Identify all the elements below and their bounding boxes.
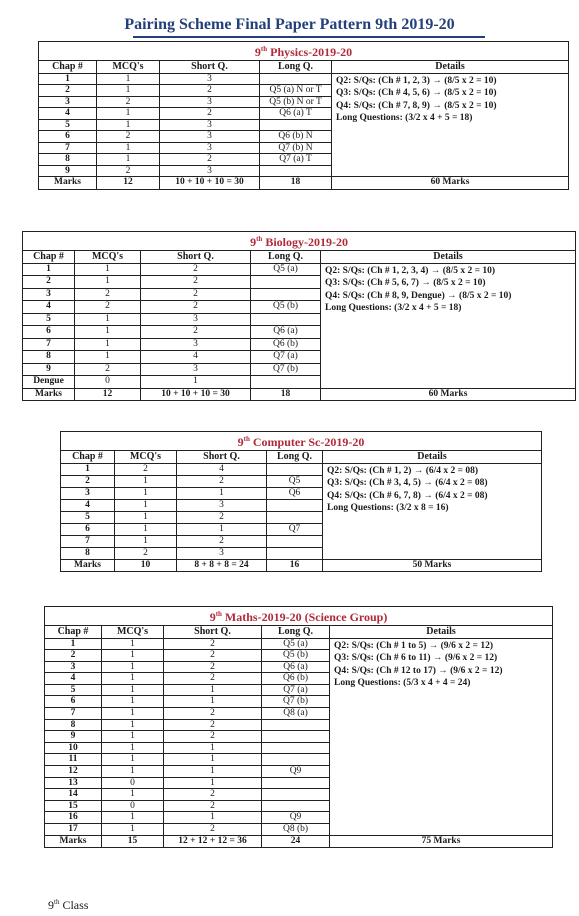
marks-cell: 10	[115, 559, 177, 572]
long-cell: Q5 (a)	[251, 263, 321, 276]
chap-cell: 11	[45, 754, 102, 766]
long-cell	[251, 313, 321, 326]
short-cell: 1	[177, 523, 267, 535]
mcq-cell: 1	[97, 154, 160, 166]
long-cell: Q6 (b)	[251, 338, 321, 351]
short-cell: 1	[164, 684, 262, 696]
long-cell	[262, 731, 330, 743]
chap-cell: 6	[61, 523, 115, 535]
long-cell	[260, 119, 332, 131]
long-cell	[262, 777, 330, 789]
mcq-cell: 1	[115, 499, 177, 511]
marks-cell: 75 Marks	[330, 835, 553, 848]
short-cell: 2	[164, 800, 262, 812]
table-row	[23, 263, 576, 276]
short-cell: 3	[177, 547, 267, 559]
long-cell: Q7 (a)	[251, 351, 321, 364]
long-cell: Q7	[267, 523, 323, 535]
long-cell: Q7 (b)	[251, 363, 321, 376]
mcq-cell: 1	[75, 276, 141, 289]
mcq-cell: 1	[115, 475, 177, 487]
long-cell	[251, 276, 321, 289]
mcq-cell: 1	[75, 313, 141, 326]
maths-caption: 9th Maths-2019-20 (Science Group)	[45, 607, 553, 626]
chap-cell: 9	[45, 731, 102, 743]
short-cell: 2	[164, 708, 262, 720]
mcq-cell: 2	[115, 547, 177, 559]
chap-cell: 16	[45, 812, 102, 824]
chap-cell: 4	[39, 108, 97, 120]
mcq-cell: 1	[75, 338, 141, 351]
chap-cell: 6	[23, 326, 75, 339]
header-chap: Chap #	[61, 451, 115, 464]
chap-cell: 3	[39, 96, 97, 108]
chap-cell: 3	[23, 288, 75, 301]
header-chap: Chap #	[39, 61, 97, 74]
marks-cell: Marks	[61, 559, 115, 572]
mcq-cell: 1	[75, 326, 141, 339]
chap-cell: 2	[61, 475, 115, 487]
short-cell: 2	[164, 638, 262, 650]
long-cell	[251, 376, 321, 389]
header-short: Short Q.	[177, 451, 267, 464]
long-cell: Q6	[267, 487, 323, 499]
mcq-cell: 2	[75, 301, 141, 314]
short-cell: 2	[160, 108, 260, 120]
short-cell: 1	[164, 812, 262, 824]
chap-cell: 4	[23, 301, 75, 314]
table-row	[61, 463, 542, 475]
short-cell: 3	[160, 119, 260, 131]
details-line: Long Questions: (3/2 x 4 + 5 = 18)	[325, 303, 462, 313]
long-cell: Q5 (a)	[262, 638, 330, 650]
marks-cell: 18	[260, 177, 332, 190]
table-row	[39, 73, 569, 85]
mcq-cell: 1	[102, 708, 164, 720]
chap-cell: 6	[45, 696, 102, 708]
mcq-cell: 1	[97, 73, 160, 85]
short-cell: 4	[177, 463, 267, 475]
long-cell: Q5	[267, 475, 323, 487]
long-cell: Q7 (a) T	[260, 154, 332, 166]
header-chap: Chap #	[23, 251, 75, 264]
marks-cell: Marks	[39, 177, 97, 190]
header-mcq: MCQ's	[115, 451, 177, 464]
short-cell: 2	[177, 535, 267, 547]
header-chap: Chap #	[45, 626, 102, 639]
header-short: Short Q.	[160, 61, 260, 74]
chap-cell: 12	[45, 766, 102, 778]
chap-cell: 13	[45, 777, 102, 789]
mcq-cell: 0	[102, 800, 164, 812]
biology-scheme-table	[22, 231, 575, 401]
long-cell	[267, 463, 323, 475]
marks-cell: 12 + 12 + 12 = 36	[164, 835, 262, 848]
long-cell: Q6 (b)	[262, 673, 330, 685]
mcq-cell: 1	[97, 142, 160, 154]
short-cell: 2	[164, 650, 262, 662]
mcq-cell: 2	[75, 288, 141, 301]
mcq-cell: 2	[115, 463, 177, 475]
short-cell: 3	[160, 165, 260, 177]
details-line: Q4: S/Qs: (Ch # 8, 9, Dengue) → (8/5 x 2 = 10)	[325, 290, 512, 301]
chap-cell: 7	[39, 142, 97, 154]
mcq-cell: 1	[102, 661, 164, 673]
short-cell: 1	[141, 376, 251, 389]
marks-row	[23, 388, 576, 401]
chap-cell: 1	[39, 73, 97, 85]
mcq-cell: 1	[102, 754, 164, 766]
details-line: Q4: S/Qs: (Ch # 12 to 17) → (9/6 x 2 = 12)	[334, 665, 503, 676]
marks-row	[45, 835, 553, 848]
chap-cell: 14	[45, 789, 102, 801]
mcq-cell: 1	[102, 742, 164, 754]
chap-cell: 2	[39, 85, 97, 97]
short-cell: 1	[164, 696, 262, 708]
marks-cell: 12	[75, 388, 141, 401]
header-long: Long Q.	[260, 61, 332, 74]
short-cell: 3	[141, 338, 251, 351]
mcq-cell: 1	[102, 731, 164, 743]
header-mcq: MCQ's	[75, 251, 141, 264]
mcq-cell: 1	[102, 684, 164, 696]
maths-details	[330, 638, 553, 835]
short-cell: 1	[164, 742, 262, 754]
chap-cell: 7	[61, 535, 115, 547]
header-details: Details	[321, 251, 576, 264]
mcq-cell: 1	[115, 535, 177, 547]
mcq-cell: 1	[115, 511, 177, 523]
chap-cell: 3	[45, 661, 102, 673]
mcq-cell: 1	[102, 824, 164, 836]
header-mcq: MCQ's	[97, 61, 160, 74]
chap-cell: 2	[23, 276, 75, 289]
chap-cell: 8	[23, 351, 75, 364]
details-line: Q3: S/Qs: (Ch # 4, 5, 6) → (8/5 x 2 = 10)	[336, 88, 497, 98]
short-cell: 2	[164, 719, 262, 731]
marks-row	[39, 177, 569, 190]
long-cell	[267, 499, 323, 511]
details-line: Long Questions: (5/3 x 4 + 4 = 24)	[334, 678, 471, 688]
chap-cell: 5	[61, 511, 115, 523]
long-cell	[262, 742, 330, 754]
mcq-cell: 2	[97, 96, 160, 108]
long-cell: Q7 (a)	[262, 684, 330, 696]
details-line: Q4: S/Qs: (Ch # 6, 7, 8) → (6/4 x 2 = 08)	[327, 490, 488, 501]
chap-cell: 8	[45, 719, 102, 731]
marks-cell: 12	[97, 177, 160, 190]
marks-cell: 24	[262, 835, 330, 848]
long-cell	[260, 73, 332, 85]
short-cell: 2	[164, 789, 262, 801]
long-cell: Q7 (b) N	[260, 142, 332, 154]
computer-scheme-table	[60, 431, 541, 572]
short-cell: 3	[160, 131, 260, 143]
mcq-cell: 1	[115, 523, 177, 535]
chap-cell: 17	[45, 824, 102, 836]
short-cell: 3	[160, 96, 260, 108]
short-cell: 4	[141, 351, 251, 364]
short-cell: 2	[160, 85, 260, 97]
long-cell: Q6 (b) N	[260, 131, 332, 143]
short-cell: 2	[141, 301, 251, 314]
long-cell: Q8 (b)	[262, 824, 330, 836]
mcq-cell: 2	[75, 363, 141, 376]
chap-cell: 1	[45, 638, 102, 650]
header-details: Details	[323, 451, 542, 464]
mcq-cell: 1	[97, 85, 160, 97]
long-cell: Q6 (a)	[262, 661, 330, 673]
short-cell: 2	[141, 326, 251, 339]
short-cell: 1	[164, 754, 262, 766]
long-cell: Q7 (b)	[262, 696, 330, 708]
marks-cell: 10 + 10 + 10 = 30	[141, 388, 251, 401]
marks-cell: 18	[251, 388, 321, 401]
long-cell: Q9	[262, 812, 330, 824]
short-cell: 2	[164, 661, 262, 673]
short-cell: 3	[141, 363, 251, 376]
short-cell: 1	[164, 777, 262, 789]
mcq-cell: 1	[75, 351, 141, 364]
marks-cell: 15	[102, 835, 164, 848]
header-short: Short Q.	[164, 626, 262, 639]
short-cell: 1	[164, 766, 262, 778]
long-cell: Q9	[262, 766, 330, 778]
chap-cell: 10	[45, 742, 102, 754]
short-cell: 2	[164, 673, 262, 685]
details-line: Long Questions: (3/2 x 4 + 5 = 18)	[336, 113, 473, 123]
chap-cell: 5	[23, 313, 75, 326]
header-mcq: MCQ's	[102, 626, 164, 639]
mcq-cell: 0	[102, 777, 164, 789]
physics-scheme-table	[38, 41, 568, 190]
computer-details	[323, 463, 542, 559]
mcq-cell: 1	[75, 263, 141, 276]
table-row	[45, 638, 553, 650]
long-cell	[262, 754, 330, 766]
computer-caption: 9th Computer Sc-2019-20	[61, 432, 542, 451]
short-cell: 2	[177, 511, 267, 523]
chap-cell: 6	[39, 131, 97, 143]
chap-cell: 8	[61, 547, 115, 559]
mcq-cell: 2	[97, 131, 160, 143]
details-line: Q2: S/Qs: (Ch # 1, 2) → (6/4 x 2 = 08)	[327, 465, 479, 476]
long-cell	[267, 511, 323, 523]
long-cell	[262, 719, 330, 731]
page-title: Pairing Scheme Final Paper Pattern 9th 2019-20	[124, 16, 455, 33]
long-cell	[262, 789, 330, 801]
mcq-cell: 1	[102, 719, 164, 731]
mcq-cell: 1	[102, 789, 164, 801]
long-cell: Q6 (a)	[251, 326, 321, 339]
marks-cell: 60 Marks	[321, 388, 576, 401]
mcq-cell: 1	[102, 673, 164, 685]
mcq-cell: 1	[97, 108, 160, 120]
marks-cell: 50 Marks	[323, 559, 542, 572]
mcq-cell: 0	[75, 376, 141, 389]
chap-cell: 3	[61, 487, 115, 499]
chap-cell: 4	[45, 673, 102, 685]
details-line: Q2: S/Qs: (Ch # 1 to 5) → (9/6 x 2 = 12)	[334, 640, 493, 651]
chap-cell: 9	[23, 363, 75, 376]
marks-cell: 8 + 8 + 8 = 24	[177, 559, 267, 572]
chap-cell: Dengue	[23, 376, 75, 389]
short-cell: 2	[160, 154, 260, 166]
header-details: Details	[332, 61, 569, 74]
biology-caption: 9th Biology-2019-20	[23, 232, 576, 251]
details-line: Q2: S/Qs: (Ch # 1, 2, 3, 4) → (8/5 x 2 = 10)	[325, 265, 496, 276]
details-line: Q3: S/Qs: (Ch # 3, 4, 5) → (6/4 x 2 = 08)	[327, 478, 488, 488]
marks-row	[61, 559, 542, 572]
chap-cell: 7	[45, 708, 102, 720]
long-cell	[262, 800, 330, 812]
chap-cell: 5	[45, 684, 102, 696]
chap-cell: 1	[23, 263, 75, 276]
marks-cell: 16	[267, 559, 323, 572]
chap-cell: 1	[61, 463, 115, 475]
mcq-cell: 1	[102, 766, 164, 778]
chap-cell: 2	[45, 650, 102, 662]
long-cell: Q5 (b) N or T	[260, 96, 332, 108]
marks-cell: 10 + 10 + 10 = 30	[160, 177, 260, 190]
header-details: Details	[330, 626, 553, 639]
mcq-cell: 1	[115, 487, 177, 499]
short-cell: 3	[160, 142, 260, 154]
header-long: Long Q.	[251, 251, 321, 264]
chap-cell: 15	[45, 800, 102, 812]
header-long: Long Q.	[262, 626, 330, 639]
details-line: Q3: S/Qs: (Ch # 6 to 11) → (9/6 x 2 = 12)	[334, 653, 498, 663]
long-cell: Q5 (a) N or T	[260, 85, 332, 97]
long-cell: Q8 (a)	[262, 708, 330, 720]
long-cell: Q6 (a) T	[260, 108, 332, 120]
marks-cell: Marks	[45, 835, 102, 848]
mcq-cell: 1	[102, 638, 164, 650]
long-cell	[267, 547, 323, 559]
short-cell: 3	[177, 499, 267, 511]
short-cell: 2	[177, 475, 267, 487]
long-cell	[267, 535, 323, 547]
chap-cell: 7	[23, 338, 75, 351]
long-cell: Q5 (b)	[262, 650, 330, 662]
chap-cell: 4	[61, 499, 115, 511]
chap-cell: 8	[39, 154, 97, 166]
header-long: Long Q.	[267, 451, 323, 464]
short-cell: 1	[177, 487, 267, 499]
details-line: Q4: S/Qs: (Ch # 7, 8, 9) → (8/5 x 2 = 10)	[336, 100, 497, 111]
short-cell: 2	[164, 731, 262, 743]
mcq-cell: 1	[102, 696, 164, 708]
chap-cell: 9	[39, 165, 97, 177]
marks-cell: 60 Marks	[332, 177, 569, 190]
details-line: Q3: S/Qs: (Ch # 5, 6, 7) → (8/5 x 2 = 10)	[325, 278, 486, 288]
mcq-cell: 1	[97, 119, 160, 131]
details-line: Long Questions: (3/2 x 8 = 16)	[327, 503, 449, 513]
marks-cell: Marks	[23, 388, 75, 401]
short-cell: 3	[141, 313, 251, 326]
biology-details	[321, 263, 576, 388]
long-cell	[251, 288, 321, 301]
long-cell: Q5 (b)	[251, 301, 321, 314]
short-cell: 2	[164, 824, 262, 836]
short-cell: 2	[141, 276, 251, 289]
header-short: Short Q.	[141, 251, 251, 264]
short-cell: 3	[160, 73, 260, 85]
mcq-cell: 1	[102, 650, 164, 662]
mcq-cell: 2	[97, 165, 160, 177]
mcq-cell: 1	[102, 812, 164, 824]
chap-cell: 5	[39, 119, 97, 131]
maths-scheme-table	[44, 606, 552, 848]
footer-class-label: 9th Class	[48, 898, 89, 912]
long-cell	[260, 165, 332, 177]
physics-caption: 9th Physics-2019-20	[39, 42, 569, 61]
physics-details	[332, 73, 569, 177]
details-line: Q2: S/Qs: (Ch # 1, 2, 3) → (8/5 x 2 = 10)	[336, 75, 497, 86]
short-cell: 2	[141, 263, 251, 276]
short-cell: 2	[141, 288, 251, 301]
title-underline	[133, 36, 485, 38]
